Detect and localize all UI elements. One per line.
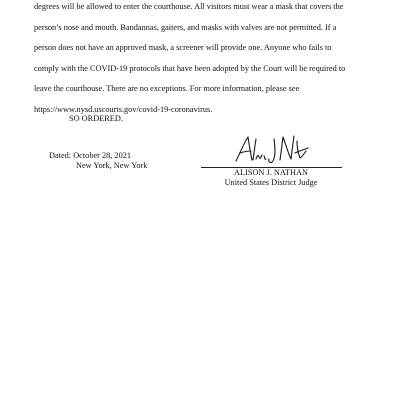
body-line-6: https://www.nysd.uscourts.gov/covid-19-coronavirus. (34, 104, 213, 114)
dated-line: Dated: October 28, 2021 (49, 151, 132, 160)
body-line-2: person’s nose and mouth. Bandannas, gaiters, and masks with valves are not permitted. If a (34, 22, 337, 32)
body-line-4: comply with the COVID-19 protocols that have been adopted by the Court will be required to (34, 63, 346, 73)
signer-title: United States District Judge (224, 178, 318, 187)
body-line-5: leave the courthouse. There are no exceptions. For more information, please see (34, 84, 300, 94)
dated-location: New York, New York (76, 161, 148, 170)
body-line-3: person does not have an approved mask, a screener will provide one. Anyone who fails to (34, 43, 332, 53)
so-ordered: SO ORDERED. (69, 114, 123, 123)
order-body-paragraph (34, 0, 374, 121)
body-line-1: degrees will be allowed to enter the courthouse. All visitors must wear a mask that covers the (34, 2, 344, 11)
signer-name: ALISON J. NATHAN (234, 168, 308, 177)
dated-block (49, 151, 147, 171)
handwritten-signature (234, 133, 310, 167)
signer-block (198, 168, 344, 188)
